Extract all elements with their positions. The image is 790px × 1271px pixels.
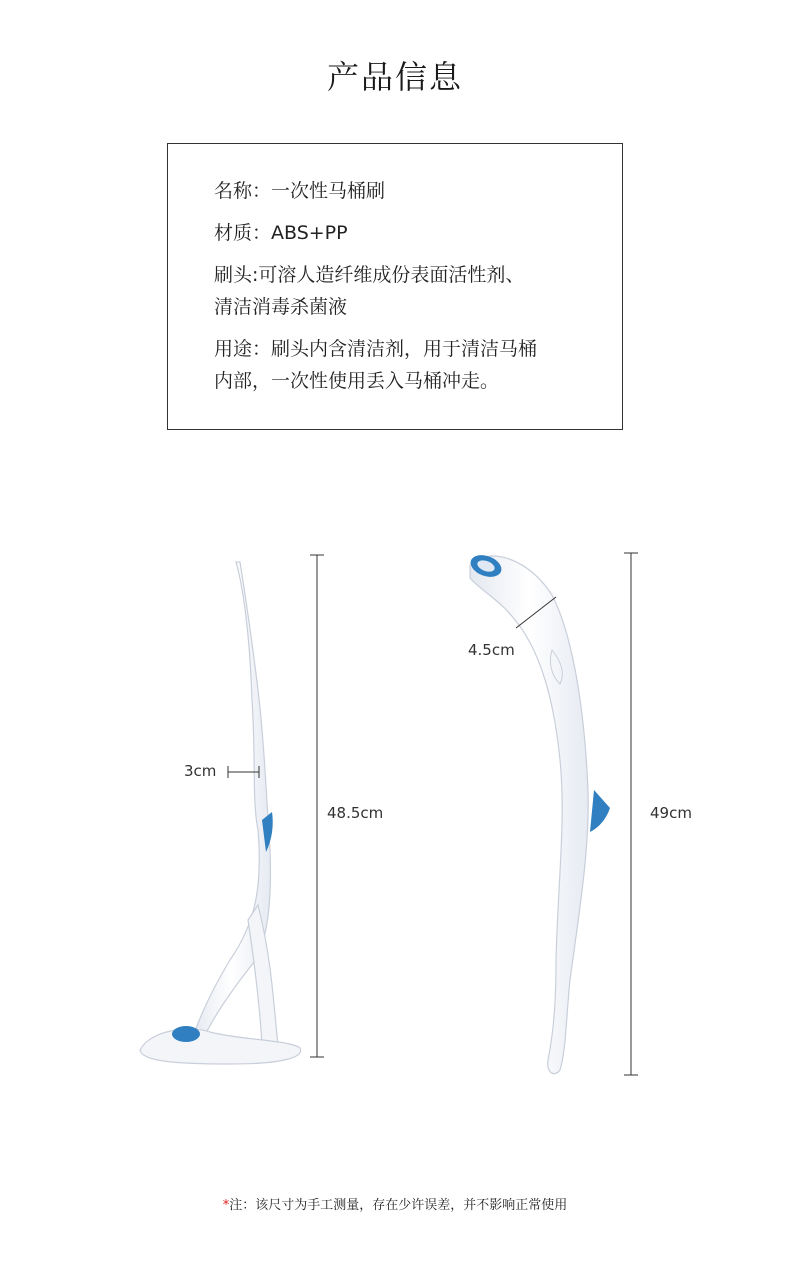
right-height-label: 49cm	[650, 804, 692, 822]
brush-side-view	[140, 562, 301, 1064]
footnote-star: *	[222, 1198, 230, 1213]
brush-front-handle	[470, 556, 588, 1074]
left-measure-lines	[228, 555, 324, 1057]
right-head-label: 4.5cm	[468, 641, 515, 659]
info-brush-head-line1: 刷头:可溶人造纤维成份表面活性剂、	[214, 264, 525, 286]
measurement-footnote	[0, 1194, 790, 1213]
info-usage-line2: 内部，一次性使用丢入马桶冲走。	[214, 370, 500, 392]
info-material: 材质：ABS+PP	[214, 222, 348, 244]
info-brush-head-line2: 清洁消毒杀菌液	[214, 296, 348, 318]
left-height-label: 48.5cm	[327, 804, 384, 822]
info-name: 名称：一次性马桶刷	[214, 180, 386, 202]
left-width-label: 3cm	[184, 762, 217, 780]
footnote-text: 注：该尺寸为手工测量，存在少许误差，并不影响正常使用	[229, 1198, 568, 1213]
brush-front-view	[468, 551, 610, 1074]
page-title: 产品信息	[326, 58, 463, 96]
brush-head-blue-piece	[172, 1026, 200, 1042]
brush-front-fin	[590, 790, 610, 832]
brush-side-leg	[248, 905, 278, 1045]
info-usage-line1: 用途：刷头内含清洁剂，用于清洁马桶	[214, 338, 538, 360]
